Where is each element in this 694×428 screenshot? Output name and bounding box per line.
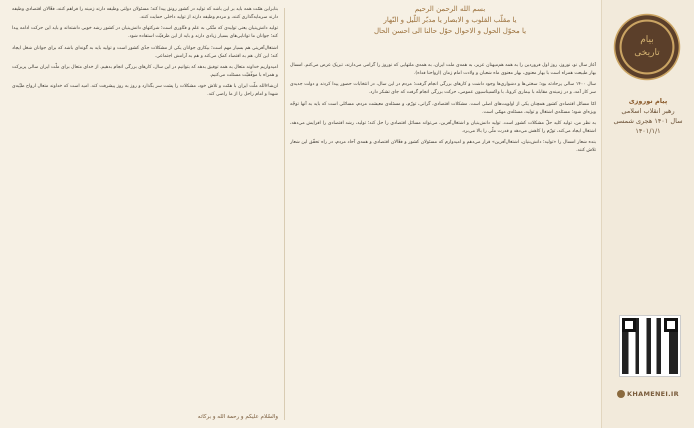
column-divider	[284, 8, 285, 420]
sidebar	[601, 0, 694, 428]
paragraph: سال ۱۴۰۰ سالی پرحادثه بود؛ سختی‌ها و دشواری‌ها وجود داشت و کارهای بزرگی انجام گرفت؛ مردم در این سال، در انتخابات حضور پیدا کردند و دولت جدیدی سر کار آمد، و در زمینه‌ی مقابله با بیماری کرونا، با واکسیناسیون عمومی، حرکت بزرگی انجام گرفت که جای تشکر دارد.	[290, 82, 596, 96]
paragraph: تولید دانش‌بنیان یعنی تولیدی که متّکی به علم و فنّاوری است؛ شرکتهای دانش‌بنیان در کشور رشد خوبی داشته‌اند و باید این حرکت ادامه پیدا کند؛ جوانان ما توانایی‌های بسیار زیادی دارند و باید از این ظرفیّت استفاده شود.	[12, 26, 278, 40]
basmala: بسم الله الرحمن الرحیم	[414, 5, 486, 13]
sidebar-info	[606, 96, 690, 136]
seal-text: بیام تاریخی	[634, 35, 660, 58]
khamenei-logo-icon	[617, 390, 625, 398]
paragraph: آغاز سال نو، نوروز، روز اول فروردین را به همه هم‌میهنان عزیز، به همه‌ی ملّت ایران، به همه‌ی ملّتهایی که نوروز را گرامی می‌دارند، تبریک عرض می‌کنم. امسال بهار طبیعت همراه است با بهار معنوی، بهار معنوی ماه شعبان و ولادت امام زمان (ارواحنا فداه).	[290, 63, 596, 77]
site-url: KHAMENEI.IR	[627, 390, 679, 398]
closing-salutation: والسّلام علیکم و رحمة الله و برکاته	[197, 414, 278, 420]
message-author: رهبر انقلاب اسلامی	[621, 107, 675, 115]
message-title: پیام نوروزی	[628, 97, 668, 105]
paragraph: امّا مسائل اقتصادی کشور همچنان یکی از اولویت‌های اصلی است. مشکلات اقتصادی، گرانی، تورّم، و مسئله‌ی معیشت مردم، مسائلی است که باید به آنها توجّه ویژه‌ای شود؛ مسئله‌ی اشتغال و تولید، مسئله‌ی مهمّی است.	[290, 101, 596, 115]
document-header	[300, 4, 600, 52]
body-column-right	[290, 62, 596, 418]
paragraph: بنده شعار امسال را «تولید؛ دانش‌بنیان، اشتغال‌آفرین» قرار می‌دهم و امیدوارم که مسئولان کشور و فعّالان اقتصادی و همه‌ی آحاد مردم، در راه تحقّق این شعار تلاش کنند.	[290, 140, 596, 154]
calligraphy-seal-icon	[610, 10, 684, 84]
prayer-line-1: یا مقلّب القلوب و الابصار یا مدبّر اللّیل و النّهار	[383, 16, 517, 24]
body-column-left	[12, 6, 278, 410]
paragraph: به نظر من، تولید کلید حلّ مشکلات کشور است. تولید دانش‌بنیان و اشتغال‌آفرین، می‌تواند مسائل اقتصادی را حل کند؛ تولید، رشد اقتصادی را افزایش می‌دهد، اشتغال ایجاد می‌کند، تورّم را کاهش می‌دهد و قدرت ملّی را بالا می‌برد.	[290, 120, 596, 135]
prayer-line-2: یا محوّل الحول و الاحوال حوّل حالنا الی احسن الحال	[373, 27, 527, 35]
paragraph: امیدواریم خداوند متعال به همه توفیق بدهد که بتوانیم در این سال، کارهای بزرگی انجام بدهیم. از خدای متعال برای ملّت ایران سالی پربرکت و همراه با موفّقیّت مسئلت می‌کنیم.	[12, 64, 278, 79]
paragraph: بنابراین همّت همه باید بر این باشد که تولید در کشور رونق پیدا کند؛ مسئولان دولتی وظیفه دارند زمینه را فراهم کنند، فعّالان اقتصادی وظیفه دارند سرمایه‌گذاری کنند، و مردم وظیفه دارند از تولید داخلی حمایت کنند.	[12, 7, 278, 21]
paragraph: ان‌شاءالله ملّت ایران با همّت و تلاش خود، مشکلات را پشت سر بگذارد و روز به روز پیشرفت کند. امید است که خداوند متعال ارواح طیّبه‌ی شهدا و امام راحل را از ما راضی کند.	[12, 84, 278, 98]
paragraph: اشتغال‌آفرینی هم بسیار مهم است؛ بیکاری جوانان یکی از مشکلات جدّی کشور است و تولید باید به گونه‌ای باشد که برای جوانان شغل ایجاد کند؛ این کار، هم به اقتصاد کمک می‌کند و هم به آرامش اجتماعی.	[12, 45, 278, 59]
qr-code-icon[interactable]	[620, 316, 680, 376]
message-date: سال ۱۴۰۱ هجری شمسی	[613, 117, 683, 125]
message-date-numeric: ۱۴۰۱/۱/۱	[635, 127, 661, 135]
site-logo[interactable]	[608, 390, 688, 398]
